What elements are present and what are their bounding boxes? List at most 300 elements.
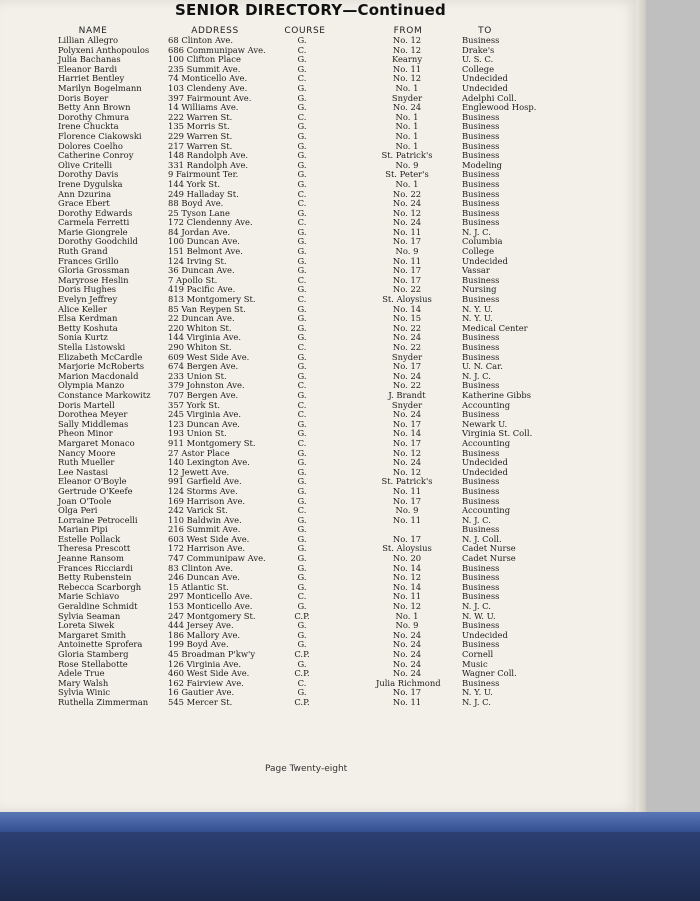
student-address: 14 Williams Ave.: [168, 102, 239, 113]
student-from: No. 24: [392, 457, 422, 468]
student-name: Carmela Ferretti: [58, 217, 130, 228]
student-course: G.: [297, 476, 307, 487]
table-row: [0, 698, 640, 708]
student-address: 331 Randolph Ave.: [168, 159, 249, 170]
student-name: Dorothy Edwards: [58, 207, 133, 218]
header-course: COURSE: [284, 26, 326, 36]
student-from: No. 17: [392, 361, 422, 372]
student-to: Business: [462, 380, 500, 391]
student-from: No. 24: [392, 217, 422, 228]
student-address: 88 Boyd Ave.: [168, 198, 224, 209]
student-course: G.: [297, 63, 307, 74]
student-from: No. 12: [392, 207, 422, 218]
student-name: Ann Dzurina: [58, 188, 112, 199]
student-address: 100 Clifton Place: [168, 54, 241, 65]
student-course: G.: [297, 514, 307, 525]
student-to: Business: [462, 332, 500, 343]
student-from: No. 22: [392, 188, 422, 199]
student-address: 186 Mallory Ave.: [168, 629, 241, 640]
student-to: Modeling: [462, 159, 503, 170]
student-course: C.P.: [294, 668, 310, 679]
student-to: Cadet Nurse: [462, 553, 516, 564]
student-course: G.: [297, 303, 307, 314]
student-name: Irene Dygulska: [58, 178, 123, 189]
student-to: Business: [462, 130, 500, 141]
student-name: Margaret Monaco: [58, 437, 135, 448]
student-course: G.: [297, 361, 307, 372]
student-name: Lillian Allegro: [58, 35, 119, 45]
student-to: Undecided: [462, 457, 508, 468]
student-name: Marion Macdonald: [58, 370, 139, 381]
student-from: No. 24: [392, 658, 422, 669]
student-address: 172 Harrison Ave.: [168, 543, 246, 554]
student-course: G.: [297, 687, 307, 698]
book-binding: [0, 812, 700, 832]
student-address: 233 Union St.: [168, 370, 227, 381]
student-course: G.: [297, 102, 307, 113]
student-name: Gertrude O'Keefe: [58, 485, 133, 496]
student-to: Accounting: [462, 399, 511, 410]
student-to: Undecided: [462, 466, 508, 477]
student-course: G.: [297, 418, 307, 429]
student-course: G.: [297, 370, 307, 381]
student-name: Pheon Minor: [58, 428, 113, 439]
student-address: 100 Duncan Ave.: [168, 236, 240, 247]
student-course: G.: [297, 572, 307, 583]
student-name: Jeanne Ransom: [58, 553, 124, 564]
student-from: St. Peter's: [385, 169, 429, 180]
student-course: G.: [297, 351, 307, 362]
student-name: Betty Ann Brown: [58, 102, 131, 113]
student-course: G.: [297, 466, 307, 477]
student-address: 36 Duncan Ave.: [168, 265, 235, 276]
student-course: C.: [297, 342, 307, 352]
student-to: Drake's: [462, 44, 495, 55]
student-to: Business: [462, 485, 500, 496]
student-name: Elizabeth McCardle: [58, 351, 143, 362]
student-address: 460 West Side Ave.: [168, 668, 250, 679]
student-name: Rebecca Scarborgh: [58, 581, 142, 592]
student-from: No. 17: [392, 418, 422, 429]
student-from: No. 11: [392, 591, 422, 602]
student-to: Business: [462, 35, 500, 45]
student-name: Dorothea Meyer: [58, 409, 128, 420]
student-course: C.: [297, 399, 307, 410]
student-from: No. 24: [392, 668, 422, 679]
student-to: N. J. C.: [462, 226, 491, 237]
student-to: Business: [462, 677, 500, 688]
student-from: No. 12: [392, 44, 422, 55]
student-name: Geraldine Schmidt: [58, 601, 138, 612]
student-course: G.: [297, 457, 307, 468]
student-course: G.: [297, 246, 307, 257]
student-name: Doris Hughes: [58, 284, 117, 295]
student-from: No. 11: [392, 226, 422, 237]
student-name: Polyxeni Anthopoulos: [58, 44, 150, 55]
student-from: No. 1: [395, 178, 419, 189]
student-address: 68 Clinton Ave.: [168, 35, 233, 45]
student-from: No. 1: [395, 82, 419, 93]
student-course: G.: [297, 601, 307, 612]
student-to: Accounting: [462, 505, 511, 516]
student-address: 397 Fairmount Ave.: [168, 92, 252, 103]
header-to: TO: [478, 26, 492, 36]
student-address: 686 Communipaw Ave.: [168, 44, 266, 55]
student-to: Newark U.: [462, 418, 508, 429]
student-course: G.: [297, 524, 307, 535]
student-to: Englewood Hosp.: [462, 102, 537, 113]
student-from: Snyder: [391, 399, 423, 410]
student-to: Accounting: [462, 437, 511, 448]
student-address: 124 Storms Ave.: [168, 485, 238, 496]
student-name: Ruth Mueller: [58, 457, 115, 468]
student-name: Ruth Grand: [58, 246, 108, 257]
student-name: Julia Bachanas: [58, 54, 121, 65]
student-name: Grace Ebert: [58, 198, 110, 209]
student-course: G.: [297, 620, 307, 631]
student-course: C.: [297, 44, 307, 55]
background: [646, 0, 700, 812]
student-to: Undecided: [462, 73, 508, 84]
student-address: 85 Van Reypen St.: [168, 303, 246, 314]
page-edge: [636, 0, 646, 812]
student-to: N. J. C.: [462, 370, 491, 381]
student-to: Adelphi Coll.: [462, 92, 517, 103]
student-course: G.: [297, 130, 307, 141]
student-from: No. 22: [392, 284, 422, 295]
student-from: No. 24: [392, 649, 422, 659]
student-course: G.: [297, 140, 307, 151]
student-course: G.: [297, 389, 307, 400]
student-to: U. S. C.: [462, 54, 494, 65]
student-course: C.: [297, 73, 307, 84]
student-to: Business: [462, 562, 500, 573]
student-from: No. 11: [392, 63, 422, 74]
student-from: No. 11: [392, 696, 422, 707]
student-from: No. 12: [392, 572, 422, 583]
student-address: 151 Belmont Ave.: [168, 246, 243, 257]
student-to: Nursing: [462, 284, 497, 295]
student-address: 419 Pacific Ave.: [168, 284, 236, 295]
student-course: G.: [297, 35, 307, 45]
student-to: Business: [462, 169, 500, 180]
student-course: C.: [297, 188, 307, 199]
student-course: G.: [297, 226, 307, 237]
student-to: Business: [462, 620, 500, 631]
student-to: Business: [462, 188, 500, 199]
student-address: 245 Virginia Ave.: [168, 409, 242, 420]
student-address: 545 Mercer St.: [168, 696, 233, 707]
student-from: No. 14: [392, 581, 422, 592]
student-name: Frances Ricciardi: [58, 562, 133, 573]
student-course: G.: [297, 543, 307, 554]
student-from: Snyder: [391, 351, 423, 362]
student-address: 603 West Side Ave.: [168, 533, 250, 544]
student-course: C.: [297, 409, 307, 420]
student-to: Wagner Coll.: [462, 668, 517, 679]
student-address: 84 Jordan Ave.: [168, 226, 231, 237]
directory-table: [0, 36, 640, 708]
student-from: No. 12: [392, 73, 422, 84]
student-from: No. 12: [392, 447, 422, 458]
student-address: 674 Bergen Ave.: [168, 361, 239, 372]
student-course: G.: [297, 265, 307, 276]
student-to: N. J. C.: [462, 696, 491, 707]
student-name: Florence Ciakowski: [58, 130, 142, 141]
student-course: G.: [297, 121, 307, 132]
student-from: No. 1: [395, 140, 419, 151]
student-to: N. J. C.: [462, 601, 491, 612]
student-address: 162 Fairview Ave.: [168, 677, 244, 688]
student-address: 193 Union St.: [168, 428, 227, 439]
student-to: N. J. C.: [462, 514, 491, 525]
student-course: G.: [297, 332, 307, 343]
student-name: Mary Walsh: [58, 677, 109, 688]
student-address: 911 Montgomery St.: [168, 437, 256, 448]
student-address: 148 Randolph Ave.: [168, 150, 249, 161]
student-name: Loreta Siwek: [58, 620, 115, 631]
student-name: Olive Critelli: [58, 159, 113, 170]
student-from: No. 20: [392, 553, 422, 564]
student-address: 813 Montgomery St.: [168, 294, 256, 305]
student-name: Eleanor Bardi: [58, 63, 118, 74]
student-name: Harriet Bentley: [58, 73, 125, 84]
student-course: G.: [297, 322, 307, 333]
book-cover: [0, 832, 700, 901]
student-to: Business: [462, 591, 500, 602]
student-address: 290 Whiton St.: [168, 342, 232, 352]
student-from: No. 1: [395, 111, 419, 122]
student-to: U. N. Car.: [462, 361, 503, 372]
header-from: FROM: [393, 26, 423, 36]
student-address: 444 Jersey Ave.: [168, 620, 234, 631]
student-address: 246 Duncan Ave.: [168, 572, 240, 583]
student-to: Undecided: [462, 82, 508, 93]
student-course: G.: [297, 447, 307, 458]
student-from: No. 17: [392, 533, 422, 544]
student-to: Virginia St. Coll.: [462, 428, 533, 439]
student-name: Constance Markowitz: [58, 389, 151, 400]
student-to: Business: [462, 639, 500, 650]
student-name: Sylvia Seaman: [58, 610, 121, 621]
student-address: 242 Varick St.: [168, 505, 228, 516]
student-from: No. 9: [395, 246, 419, 257]
student-address: 707 Bergen Ave.: [168, 389, 239, 400]
student-address: 74 Monticello Ave.: [168, 73, 248, 84]
student-course: G.: [297, 255, 307, 266]
student-address: 199 Boyd Ave.: [168, 639, 229, 650]
student-address: 153 Monticello Ave.: [168, 601, 253, 612]
page-number: Page Twenty-eight: [265, 764, 348, 774]
student-address: 12 Jewett Ave.: [168, 466, 230, 477]
student-name: Sonia Kurtz: [58, 332, 108, 343]
student-course: C.: [297, 437, 307, 448]
student-address: 123 Duncan Ave.: [168, 418, 240, 429]
student-to: College: [462, 63, 495, 74]
student-address: 249 Halladay St.: [168, 188, 239, 199]
student-name: Sally Middlemas: [58, 418, 129, 429]
student-name: Dorothy Goodchild: [58, 236, 138, 247]
student-to: N. Y. U.: [462, 313, 493, 324]
student-name: Stella Listowski: [58, 342, 126, 352]
student-to: Business: [462, 178, 500, 189]
student-address: 83 Clinton Ave.: [168, 562, 233, 573]
student-name: Lee Nastasi: [58, 466, 109, 477]
student-name: Gloria Stamberg: [58, 649, 129, 659]
student-address: 220 Whiton St.: [168, 322, 232, 333]
student-course: C.P.: [294, 649, 310, 659]
student-from: No. 24: [392, 370, 422, 381]
student-name: Olympia Manzo: [58, 380, 125, 391]
student-course: G.: [297, 284, 307, 295]
student-name: Margaret Smith: [58, 629, 127, 640]
student-address: 609 West Side Ave.: [168, 351, 250, 362]
student-to: Vassar: [462, 265, 490, 276]
student-course: G.: [297, 92, 307, 103]
student-name: Olga Peri: [58, 505, 98, 516]
student-from: No. 9: [395, 620, 419, 631]
student-to: Business: [462, 476, 500, 487]
student-name: Marilyn Bogelmann: [58, 82, 142, 93]
student-name: Dorothy Davis: [58, 169, 119, 180]
student-to: Columbia: [462, 236, 503, 247]
student-course: G.: [297, 658, 307, 669]
student-address: 991 Garfield Ave.: [168, 476, 242, 487]
student-from: No. 14: [392, 562, 422, 573]
student-to: Business: [462, 581, 500, 592]
student-course: G.: [297, 581, 307, 592]
student-name: Dolores Coelho: [58, 140, 123, 151]
student-to: Business: [462, 294, 500, 305]
student-name: Catherine Conroy: [58, 150, 134, 161]
student-from: No. 1: [395, 121, 419, 132]
student-from: No. 22: [392, 322, 422, 333]
student-course: C.: [297, 274, 307, 285]
student-from: No. 12: [392, 601, 422, 612]
student-address: 747 Communipaw Ave.: [168, 553, 266, 564]
student-to: Cadet Nurse: [462, 543, 516, 554]
student-address: 140 Lexington Ave.: [168, 457, 250, 468]
student-from: No. 9: [395, 159, 419, 170]
header-address: ADDRESS: [191, 26, 239, 36]
student-course: G.: [297, 553, 307, 564]
student-name: Dorothy Chmura: [58, 111, 130, 122]
student-course: C.P.: [294, 696, 310, 707]
student-name: Evelyn Jeffrey: [58, 294, 118, 305]
student-course: C.: [297, 591, 307, 602]
student-from: Kearny: [391, 54, 423, 65]
student-course: C.P.: [294, 610, 310, 621]
student-address: 110 Baldwin Ave.: [168, 514, 242, 525]
student-from: No. 24: [392, 102, 422, 113]
student-address: 27 Astor Place: [168, 447, 230, 458]
student-address: 15 Atlantic St.: [168, 581, 229, 592]
student-from: No. 22: [392, 380, 422, 391]
student-from: No. 24: [392, 409, 422, 420]
student-course: G.: [297, 54, 307, 65]
student-from: No. 1: [395, 130, 419, 141]
student-address: 172 Clendenny Ave.: [168, 217, 253, 228]
student-to: Cornell: [462, 649, 494, 659]
student-course: G.: [297, 236, 307, 247]
student-from: Snyder: [391, 92, 423, 103]
student-course: G.: [297, 639, 307, 650]
student-address: 144 York St.: [168, 178, 220, 189]
student-name: Ruthella Zimmerman: [58, 696, 149, 707]
student-course: G.: [297, 629, 307, 640]
student-to: Business: [462, 342, 500, 352]
student-from: No. 12: [392, 466, 422, 477]
student-to: Business: [462, 495, 500, 506]
student-to: Business: [462, 524, 500, 535]
student-course: G.: [297, 495, 307, 506]
student-from: Julia Richmond: [376, 677, 441, 688]
student-address: 144 Virginia Ave.: [168, 332, 242, 343]
student-address: 22 Duncan Ave.: [168, 313, 235, 324]
student-name: Elsa Kerdman: [58, 313, 118, 324]
student-course: G.: [297, 207, 307, 218]
student-from: St. Patrick's: [381, 476, 433, 487]
student-from: No. 14: [392, 428, 422, 439]
student-to: Undecided: [462, 255, 508, 266]
student-address: 9 Fairmount Ter.: [168, 169, 239, 180]
student-to: N. J. Coll.: [462, 533, 502, 544]
student-address: 16 Gautier Ave.: [168, 687, 235, 698]
student-from: No. 17: [392, 437, 422, 448]
student-to: Business: [462, 409, 500, 420]
student-name: Rose Stellabotte: [58, 658, 128, 669]
student-name: Adele True: [58, 668, 105, 679]
student-address: 25 Tyson Lane: [168, 207, 230, 218]
student-course: G.: [297, 159, 307, 170]
student-to: Business: [462, 140, 500, 151]
student-address: 7 Apollo St.: [168, 274, 218, 285]
student-name: Sylvia Winic: [58, 687, 111, 698]
student-course: G.: [297, 562, 307, 573]
student-address: 222 Warren St.: [168, 111, 233, 122]
student-to: Business: [462, 572, 500, 583]
student-to: Medical Center: [462, 322, 528, 333]
student-name: Antoinette Sprofera: [58, 639, 143, 650]
student-course: C.: [297, 198, 307, 209]
student-address: 135 Morris St.: [168, 121, 230, 132]
student-to: Business: [462, 351, 500, 362]
student-from: St. Patrick's: [381, 150, 433, 161]
student-address: 297 Monticello Ave.: [168, 591, 253, 602]
student-course: G.: [297, 82, 307, 93]
student-name: Marie Giongrele: [58, 226, 128, 237]
student-name: Frances Grillo: [58, 255, 119, 266]
student-to: Business: [462, 217, 500, 228]
student-name: Irene Chuckta: [58, 121, 119, 132]
student-to: Business: [462, 207, 500, 218]
student-address: 357 York St.: [168, 399, 220, 410]
student-from: No. 15: [392, 313, 422, 324]
student-address: 169 Harrison Ave.: [168, 495, 246, 506]
student-course: G.: [297, 533, 307, 544]
student-to: Business: [462, 150, 500, 161]
student-from: St. Aloysius: [382, 543, 432, 554]
student-name: Lorraine Petrocelli: [58, 514, 138, 525]
student-to: Katherine Gibbs: [462, 389, 532, 400]
student-from: No. 22: [392, 342, 422, 352]
header-name: NAME: [78, 26, 108, 36]
student-name: Gloria Grossman: [58, 265, 130, 276]
student-course: C.: [297, 217, 307, 228]
student-name: Marian Pipi: [58, 524, 108, 535]
student-name: Marjorie McRoberts: [58, 361, 145, 372]
student-course: G.: [297, 485, 307, 496]
